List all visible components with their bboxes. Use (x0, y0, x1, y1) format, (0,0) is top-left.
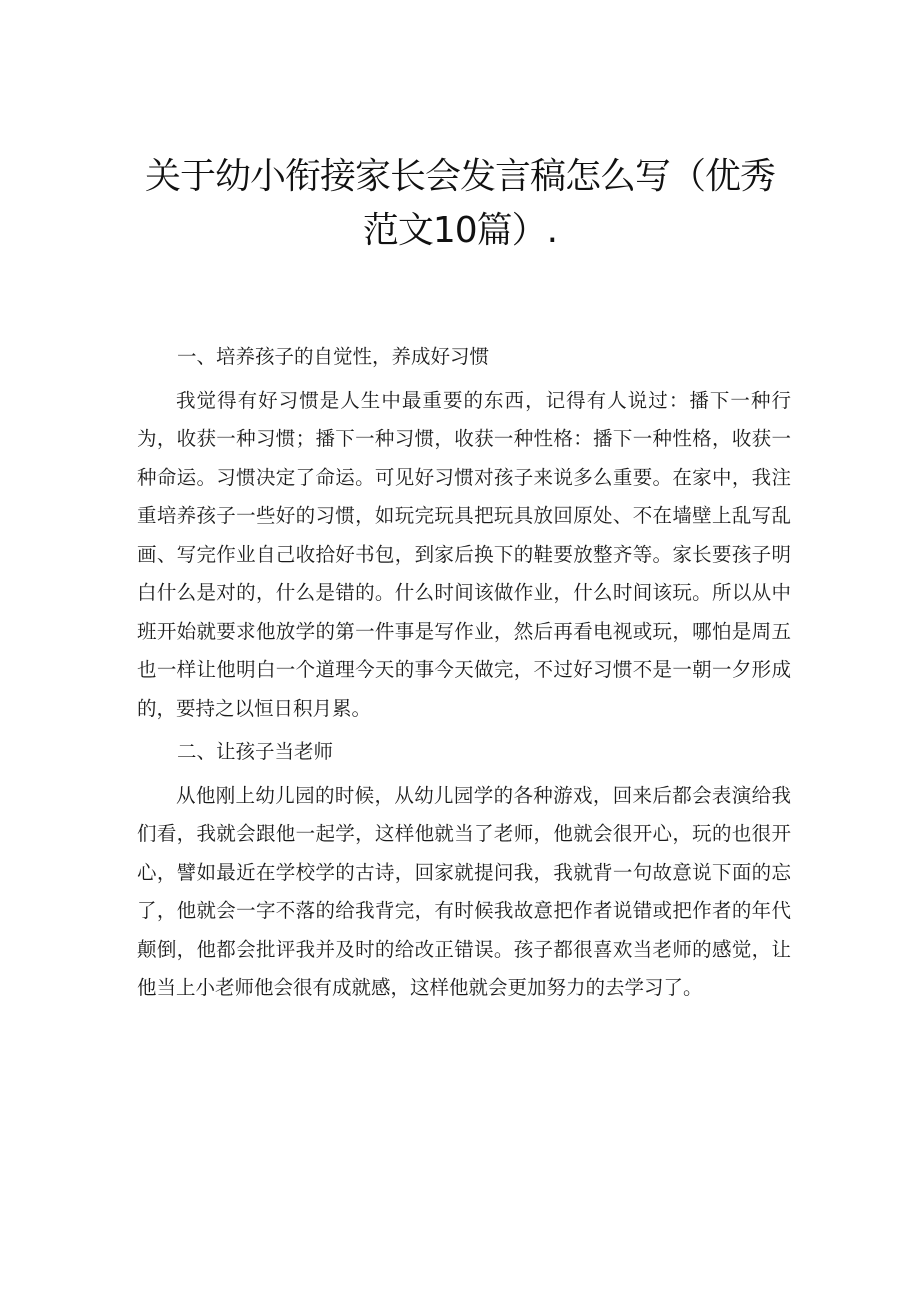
section-paragraph-2: 从他刚上幼儿园的时候，从幼儿园学的各种游戏，回来后都会表演给我们看，我就会跟他一起学，这样他就当了老师，他就会很开心，玩的也很开心，譬如最近在学校学的古诗，回家就提问我，我就背一句故意说下面的忘了，他就会一字不落的给我背完，有时候我故意把作者说错或把作者的年代颠倒，他都会批评我并及时的给改正错误。孩子都很喜欢当老师的感觉，让他当上小老师他会很有成就感，这样他就会更加努力的去学习了。 (137, 783, 791, 999)
section-paragraph-1: 我觉得有好习惯是人生中最重要的东西，记得有人说过：播下一种行为，收获一种习惯；播下一种习惯，收获一种性格：播下一种性格，收获一种命运。习惯决定了命运。可见好习惯对孩子来说多么重要。在家中，我注重培养孩子一些好的习惯，如玩完玩具把玩具放回原处、不在墙壁上乱写乱画、写完作业自己收拾好书包，到家后换下的鞋要放整齐等。家长要孩子明白什么是对的，什么是错的。什么时间该做作业，什么时间该玩。所以从中班开始就要求他放学的第一件事是写作业，然后再看电视或玩，哪怕是周五也一样让他明白一个道理今天的事今天做完，不过好习惯不是一朝一夕形成的，要持之以恒日积月累。 (137, 388, 791, 720)
title-line-1: 关于幼小衔接家长会发言稿怎么写（优秀 (144, 156, 775, 197)
document-body (137, 338, 791, 1013)
section-heading-2: 二、让孩子当老师 (177, 740, 334, 763)
document-title (120, 150, 800, 258)
title-line-2: 范文10篇）. (362, 210, 558, 251)
section-heading-1: 一、培养孩子的自觉性，养成好习惯 (177, 345, 490, 368)
